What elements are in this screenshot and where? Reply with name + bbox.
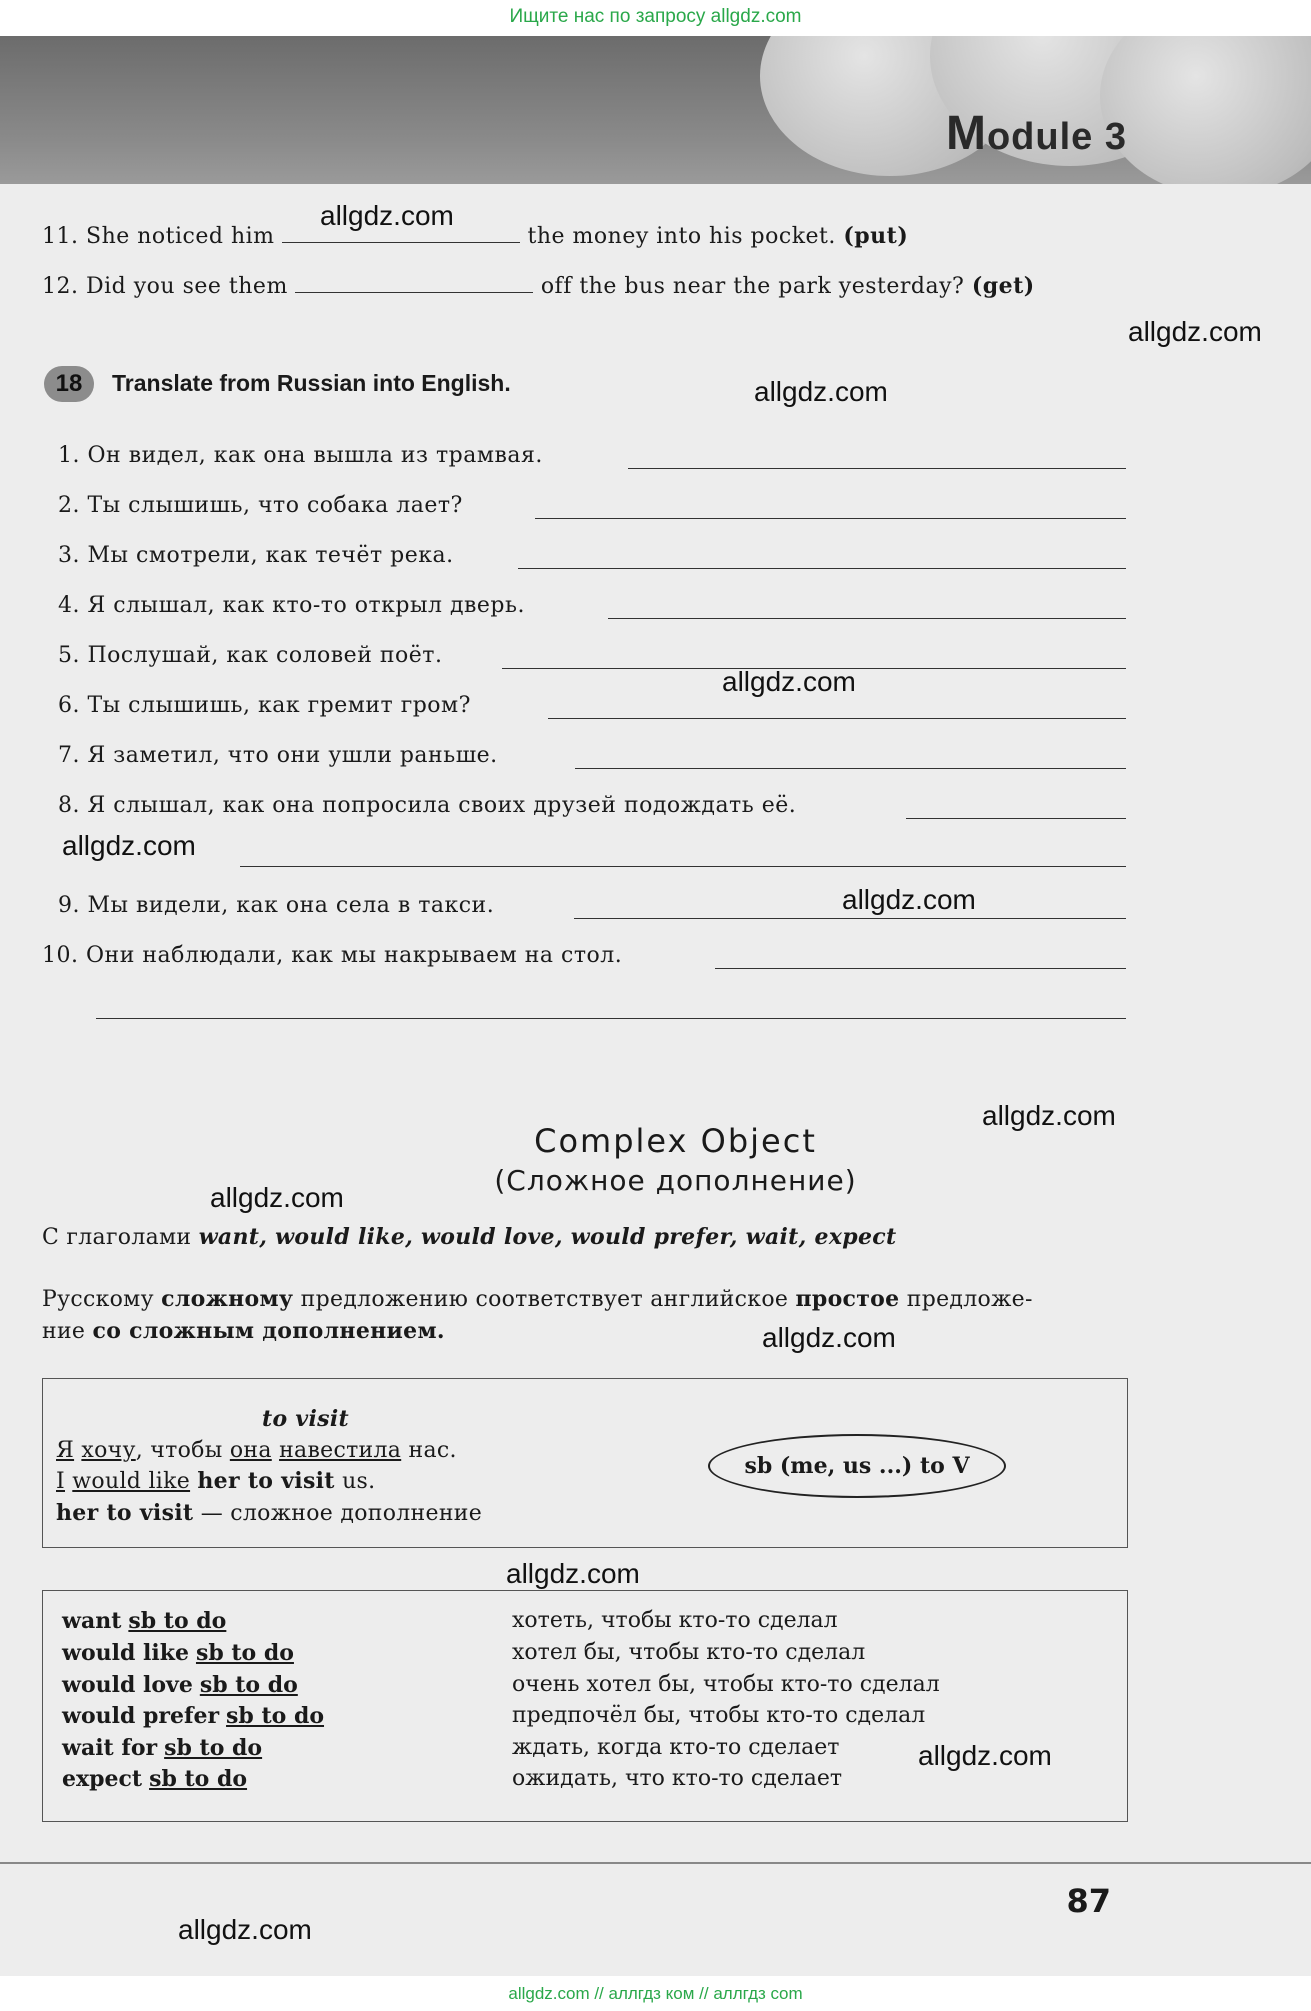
table-row: want sb to do xyxy=(62,1608,227,1634)
task18-item-5: 5. Послушай, как соловей поёт. xyxy=(58,643,443,668)
task-title: Translate from Russian into English. xyxy=(112,370,511,396)
watermark: allgdz.com xyxy=(982,1100,1116,1131)
table-row: wait for sb to do xyxy=(62,1735,263,1761)
table-row: would like sb to do xyxy=(62,1640,294,1666)
answer-line[interactable] xyxy=(608,618,1126,619)
table-row: would prefer sb to do xyxy=(62,1703,325,1729)
answer-line[interactable] xyxy=(240,866,1126,867)
module-header xyxy=(0,36,1311,184)
watermark: allgdz.com xyxy=(210,1182,344,1213)
watermark: allgdz.com xyxy=(320,200,454,231)
table-row: expect sb to do xyxy=(62,1766,248,1792)
table-row-translation: хотел бы, чтобы кто-то сделал xyxy=(512,1640,866,1665)
answer-line[interactable] xyxy=(535,518,1126,519)
rule-paragraph-line-2: ние со сложным дополнением. xyxy=(42,1318,445,1344)
task18-item-9: 9. Мы видели, как она села в такси. xyxy=(58,893,495,918)
answer-line[interactable] xyxy=(96,1018,1126,1019)
grammar-title: Complex Object xyxy=(534,1122,817,1160)
watermark: allgdz.com xyxy=(722,666,856,697)
answer-line[interactable] xyxy=(574,918,1126,919)
task18-item-1: 1. Он видел, как она вышла из трамвая. xyxy=(58,443,543,468)
task-number-badge: 18 xyxy=(44,366,94,402)
watermark: allgdz.com xyxy=(62,830,196,861)
answer-line[interactable] xyxy=(628,468,1126,469)
task18-item-2: 2. Ты слышишь, что собака лает? xyxy=(58,493,463,518)
table-row-translation: предпочёл бы, чтобы кто-то сделал xyxy=(512,1703,926,1728)
prev-item-12: 12. Did you see them off the bus near the park yesterday? (get) xyxy=(42,273,1035,299)
footer-banner[interactable]: allgdz.com // аллгдз ком // аллгдз com xyxy=(0,1976,1311,2011)
flower-petal-decoration xyxy=(1100,36,1311,184)
watermark: allgdz.com xyxy=(842,884,976,915)
task18-item-4: 4. Я слышал, как кто-то открыл дверь. xyxy=(58,593,525,618)
example-russian-sentence: Я хочу, чтобы она навестила нас. xyxy=(56,1438,457,1463)
watermark: allgdz.com xyxy=(506,1558,640,1589)
table-row-translation: ожидать, что кто-то сделает xyxy=(512,1766,843,1791)
page-number: 87 xyxy=(1066,1882,1111,1920)
answer-line[interactable] xyxy=(518,568,1126,569)
rule-paragraph-line-1: Русскому сложному предложению соответствует английское простое предложе- xyxy=(42,1286,1033,1312)
example-note: her to visit — сложное дополнение xyxy=(56,1500,483,1526)
table-row-translation: хотеть, чтобы кто-то сделал xyxy=(512,1608,838,1633)
answer-line[interactable] xyxy=(548,718,1126,719)
task18-item-8: 8. Я слышал, как она попросила своих друзей подождать её. xyxy=(58,793,797,818)
page-bottom-rule xyxy=(0,1862,1311,1864)
table-row: would love sb to do xyxy=(62,1672,298,1698)
watermark: allgdz.com xyxy=(754,376,888,407)
task18-item-3: 3. Мы смотрели, как течёт река. xyxy=(58,543,454,568)
example-above-label: to visit xyxy=(262,1406,349,1432)
task18-item-6: 6. Ты слышишь, как гремит гром? xyxy=(58,693,471,718)
module-title: Module 3 xyxy=(945,107,1127,160)
watermark: allgdz.com xyxy=(178,1914,312,1945)
example-english-sentence: I would like her to visit us. xyxy=(56,1468,376,1494)
watermark: allgdz.com xyxy=(918,1740,1052,1771)
table-row-translation: очень хотел бы, чтобы кто-то сделал xyxy=(512,1672,940,1697)
table-row-translation: ждать, когда кто-то сделает xyxy=(512,1735,840,1760)
verbs-line: С глаголами want, would like, would love, would prefer, wait, expect xyxy=(42,1224,897,1250)
grammar-subtitle: (Сложное дополнение) xyxy=(494,1164,857,1197)
answer-line[interactable] xyxy=(715,968,1126,969)
answer-line[interactable] xyxy=(906,818,1126,819)
formula-oval: sb (me, us ...) to V xyxy=(708,1434,1006,1498)
watermark: allgdz.com xyxy=(762,1322,896,1353)
answer-blank[interactable] xyxy=(295,274,533,293)
task18-item-10: 10. Они наблюдали, как мы накрываем на стол. xyxy=(42,943,623,968)
watermark: allgdz.com xyxy=(1128,316,1262,347)
task18-item-7: 7. Я заметил, что они ушли раньше. xyxy=(58,743,498,768)
prev-item-11: 11. She noticed him the money into his pocket. (put) xyxy=(42,223,909,249)
answer-line[interactable] xyxy=(575,768,1126,769)
top-banner[interactable]: Ищите нас по запросу allgdz.com xyxy=(509,6,802,27)
